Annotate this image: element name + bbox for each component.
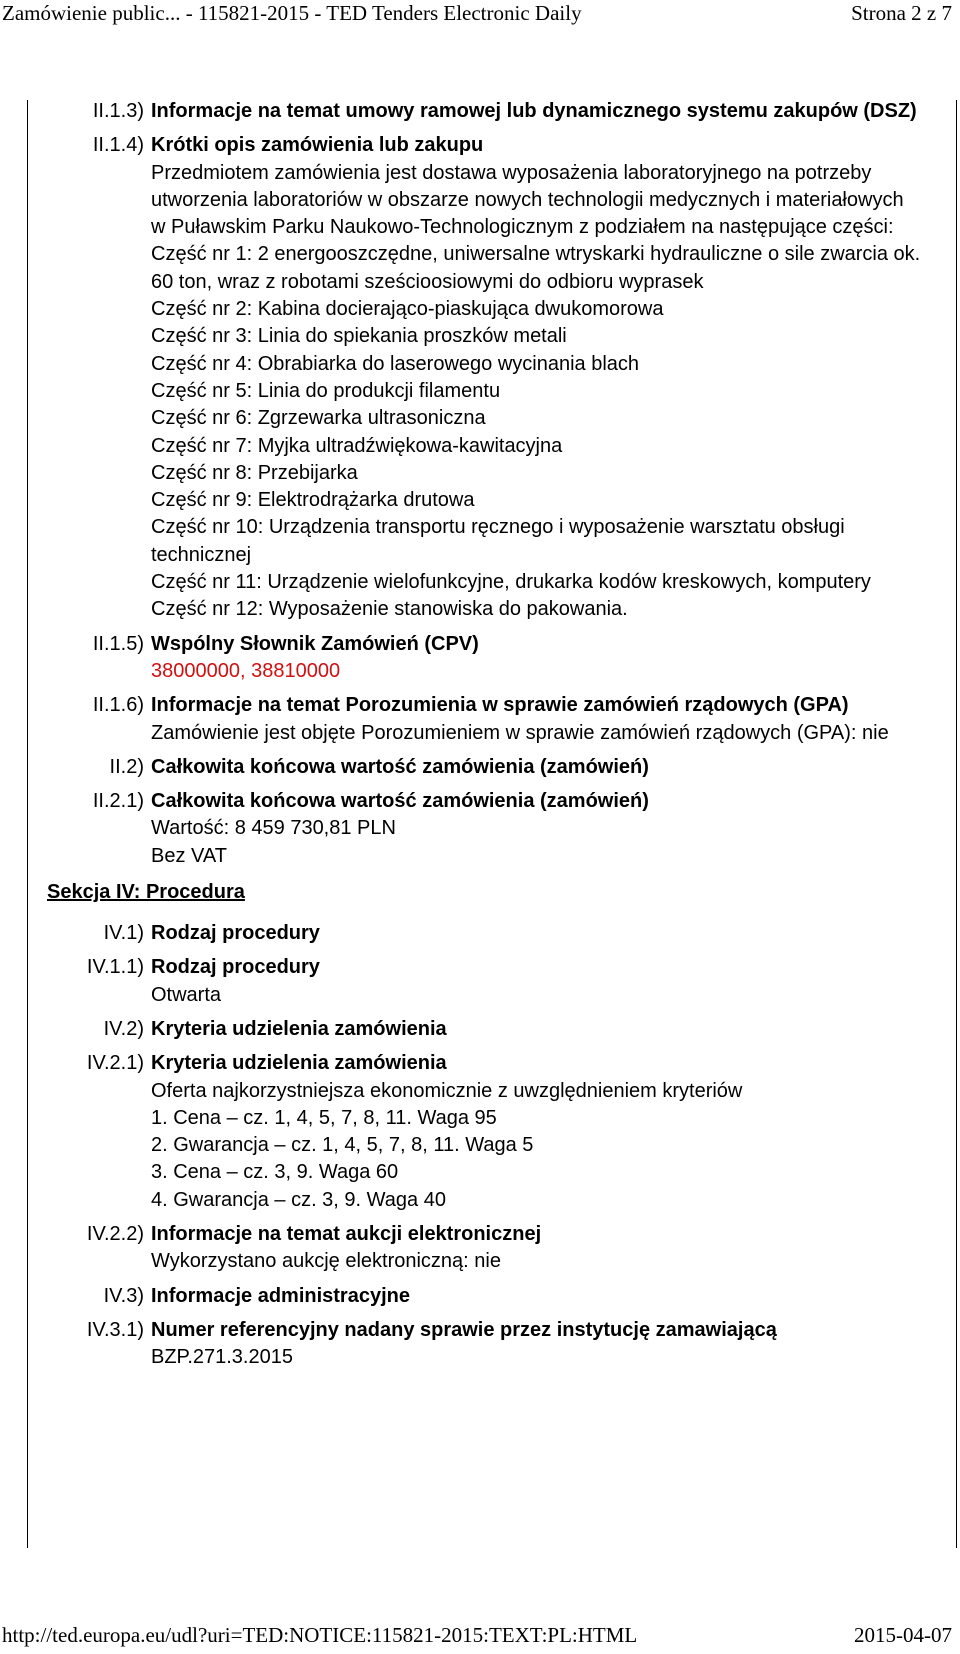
- section-IV-3: [0, 1283, 960, 1310]
- section-number: IV.2.1): [86, 1052, 144, 1075]
- section-heading: Kryteria udzielenia zamówienia: [151, 1017, 447, 1040]
- part-item: Część nr 9: Elektrodrążarka drutowa: [151, 489, 475, 512]
- section-number: II.1.6): [92, 694, 144, 717]
- part-item: Część nr 8: Przebijarka: [151, 461, 358, 484]
- criterion-item: 2. Gwarancja – cz. 1, 4, 5, 7, 8, 11. Waga 5: [151, 1134, 534, 1157]
- section-IV-2: [0, 1016, 960, 1043]
- section-IV-1: [0, 920, 960, 947]
- part-item: Część nr 11: Urządzenie wielofunkcyjne, drukarka kodów kreskowych, komputery: [151, 571, 871, 594]
- auction-info: Wykorzystano aukcję elektroniczną: nie: [151, 1250, 501, 1273]
- header-page-number: Strona 2 z 7: [851, 1, 952, 25]
- section-number: IV.3.1): [86, 1318, 144, 1341]
- notice-content: [0, 98, 960, 1371]
- part-item: Część nr 12: Wyposażenie stanowiska do pakowania.: [151, 598, 628, 621]
- section-heading: Krótki opis zamówienia lub zakupu: [151, 134, 484, 157]
- section-heading: Rodzaj procedury: [151, 922, 320, 945]
- vat-info: Bez VAT: [151, 844, 227, 867]
- section-II-1-6: [0, 692, 960, 747]
- section-heading: Kryteria udzielenia zamówienia: [151, 1052, 447, 1075]
- criterion-item: 4. Gwarancja – cz. 3, 9. Waga 40: [151, 1188, 446, 1211]
- section-IV-2-2: [0, 1221, 960, 1276]
- section-heading: Numer referencyjny nadany sprawie przez instytucję zamawiającą: [151, 1318, 777, 1341]
- section-II-1-3: [0, 98, 960, 125]
- print-footer: [2, 1622, 952, 1648]
- part-item: Część nr 5: Linia do produkcji filamentu: [151, 379, 501, 402]
- section-II-2: [0, 754, 960, 781]
- section-number: II.2): [109, 755, 144, 778]
- cpv-code-link[interactable]: 38810000: [251, 659, 341, 682]
- footer-url: http://ted.europa.eu/udl?uri=TED:NOTICE:115821-2015:TEXT:PL:HTML: [2, 1623, 638, 1647]
- part-item: Część nr 7: Myjka ultradźwiękowa-kawitacyjna: [151, 434, 563, 457]
- part-item: Część nr 3: Linia do spiekania proszków metali: [151, 325, 567, 348]
- part-item: Część nr 4: Obrabiarka do laserowego wycinania blach: [151, 352, 640, 375]
- description-intro: Przedmiotem zamówienia jest dostawa wyposażenia laboratoryjnego na potrzeby utworzenia laboratoriów w obszarze nowych technologii medycznych i materiałowych w Puławskim Parku Naukowo-Technologicznym z podziałem na następujące części:: [151, 161, 904, 239]
- section-heading: Informacje na temat aukcji elektronicznej: [151, 1222, 542, 1245]
- section-heading: Rodzaj procedury: [151, 956, 320, 979]
- section-heading: Wspólny Słownik Zamówień (CPV): [151, 632, 479, 655]
- section-IV-1-1: [0, 954, 960, 1009]
- section-heading: Całkowita końcowa wartość zamówienia (zamówień): [151, 755, 649, 778]
- footer-date: 2015-04-07: [854, 1623, 952, 1647]
- section-II-1-5: [0, 631, 960, 686]
- section-heading: Informacje administracyjne: [151, 1284, 410, 1307]
- section-number: IV.2): [103, 1017, 144, 1040]
- section-IV-2-1: [0, 1050, 960, 1214]
- section-number: II.2.1): [92, 790, 144, 813]
- part-item: Część nr 6: Zgrzewarka ultrasoniczna: [151, 407, 486, 430]
- procedure-type: Otwarta: [151, 983, 222, 1006]
- total-value: Wartość: 8 459 730,81 PLN: [151, 817, 396, 840]
- section-number: IV.1.1): [86, 956, 144, 979]
- section-heading: Całkowita końcowa wartość zamówienia (zamówień): [151, 790, 649, 813]
- cpv-separator: ,: [239, 659, 252, 682]
- gpa-text: Zamówienie jest objęte Porozumieniem w sprawie zamówień rządowych (GPA): nie: [151, 721, 889, 744]
- part-item: Część nr 2: Kabina docierająco-piaskująca dwukomorowa: [151, 298, 664, 321]
- section-II-1-4: [0, 132, 960, 623]
- reference-number: BZP.271.3.2015: [151, 1346, 293, 1369]
- section-II-2-1: [0, 788, 960, 870]
- section-heading: Informacje na temat umowy ramowej lub dynamicznego systemu zakupów (DSZ): [151, 100, 917, 122]
- header-page-title: Zamówienie public... - 115821-2015 - TED Tenders Electronic Daily: [2, 1, 582, 25]
- criterion-item: 1. Cena – cz. 1, 4, 5, 7, 8, 11. Waga 95: [151, 1106, 497, 1129]
- part-item: Część nr 1: 2 energooszczędne, uniwersalne wtryskarki hydrauliczne o sile zwarcia ok. 60 ton, wraz z robotami sześcioosiowymi do odbioru wyprasek: [151, 243, 921, 293]
- criterion-item: 3. Cena – cz. 3, 9. Waga 60: [151, 1161, 399, 1184]
- section-number: IV.1): [103, 922, 144, 945]
- section-iv-title: Sekcja IV: Procedura: [47, 881, 245, 904]
- section-IV-3-1: [0, 1317, 960, 1372]
- section-heading: Informacje na temat Porozumienia w sprawie zamówień rządowych (GPA): [151, 694, 849, 717]
- section-number: IV.2.2): [86, 1222, 144, 1245]
- print-header: [2, 0, 952, 26]
- cpv-code-link[interactable]: 38000000: [151, 659, 240, 682]
- criteria-intro: Oferta najkorzystniejsza ekonomicznie z uwzględnieniem kryteriów: [151, 1079, 743, 1102]
- section-number: II.1.3): [92, 100, 144, 122]
- part-item: Część nr 10: Urządzenia transportu ręcznego i wyposażenie warsztatu obsługi technicznej: [151, 516, 845, 566]
- section-number: II.1.5): [92, 632, 144, 655]
- section-number: IV.3): [103, 1284, 144, 1307]
- section-number: II.1.4): [92, 134, 144, 157]
